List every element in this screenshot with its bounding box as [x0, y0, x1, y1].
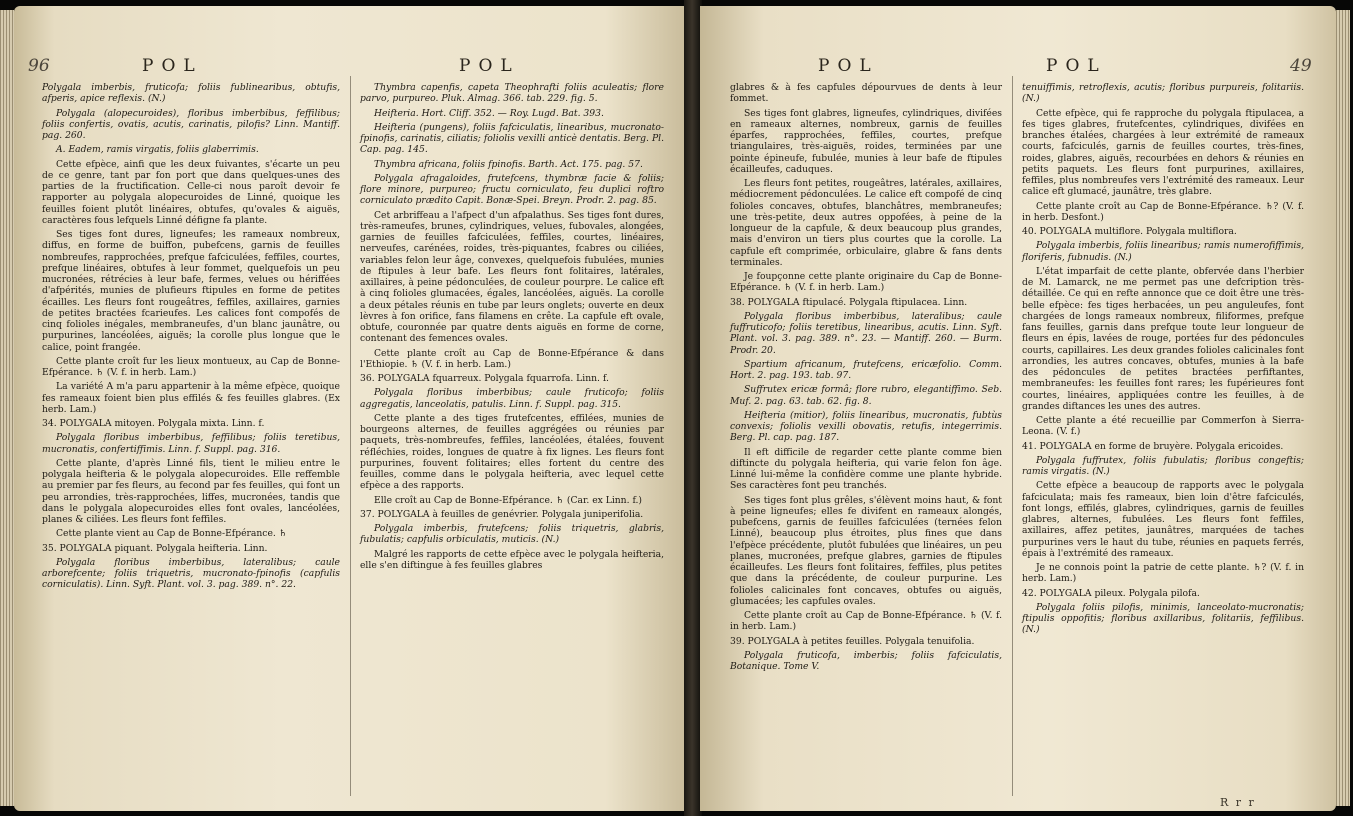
- paragraph: Je ne connois point la patrie de cette plante. ♄? (V. f. in herb. Lam.): [1022, 562, 1304, 585]
- right-running-head-1: POL: [818, 56, 879, 76]
- paragraph: Heifteria (pungens), foliis fafciculatis, linearibus, mucronato-fpinofis, carinatis, ciliatis; foliolis vexilli anticè dentatis. Berg. Pl. Cap. pag. 145.: [360, 121, 664, 156]
- paragraph: Polygala floribus imberbibus; caule fruticofo; foliis aggregatis, lanceolatis, patulis. Linn. f. Suppl. pag. 315.: [360, 387, 664, 410]
- paragraph: Malgré les rapports de cette efpèce avec le polygala heifteria, elle s'en diftingue à fes feuilles glabres: [360, 548, 664, 571]
- right-column-1: [730, 82, 1002, 675]
- paragraph: Cette plante croît au Cap de Bonne-Efpérance & dans l'Ethiopie. ♄ (V. f. in herb. Lam.): [360, 347, 664, 370]
- paragraph: Polygala imberbis, foliis linearibus; ramis numerofiffimis, floriferis, fubnudis. (N.): [1022, 240, 1304, 263]
- signature-mark: R r r: [1220, 796, 1256, 809]
- paragraph: Polygala fruticofa, imberbis; foliis fafciculatis, Botanique. Tome V.: [730, 649, 1002, 672]
- paragraph: L'état imparfait de cette plante, obfervée dans l'herbier de M. Lamarck, ne me permet pas une defcription très-détaillée. Ce qui en refte annonce que ce doit être une très-belle efpèce: fes tiges herbacées, un peu anguleufes, font chargées de longs rameaux nombreux, filiformes, prefque fans feuilles, garnis dans prefque toute leur longueur de fleurs en épis, lavées de rouge, portées fur des pédoncules courts, capillaires. Les deux grandes folioles calicinales font arrondies, les autres concaves, obtufes, munies à la bafe des pédoncules de petites bractées perfiftantes, membraneufes: les feuilles font rares; les fupérieures font courtes, linéaires, appliquées contre les feuilles, à de grandes diftances les unes des autres.: [1022, 265, 1304, 412]
- paragraph: Polygala floribus imberbibus, lateralibus; caule arborefcente; foliis triquetris, mucronato-fpinofis (capfulis corniculatis). Linn. Syft. Plant. vol. 3. pag. 389. n°. 22.: [42, 556, 340, 591]
- paragraph: Heifteria. Hort. Cliff. 352. — Roy. Lugd. Bat. 393.: [374, 107, 604, 119]
- paragraph: Thymbra capenfis, capeta Theophrafti foliis aculeatis; flore parvo, purpureo. Pluk. Almag. 366. tab. 229. fig. 5.: [360, 82, 664, 105]
- right-page-edges: [1336, 10, 1350, 806]
- paragraph: Je foupçonne cette plante originaire du Cap de Bonne-Efpérance. ♄ (V. f. in herb. Lam.): [730, 271, 1002, 294]
- paragraph: tenuiffimis, retroflexis, acutis; floribus purpureis, folitariis. (N.): [1022, 82, 1304, 105]
- paragraph: Ses tiges font dures, ligneufes; les rameaux nombreux, diffus, en forme de buiffon, pubefcens, garnis de feuilles nombreufes, rapprochées, prefque fafciculées, feffiles, courtes, prefque linéaires, obtufes à leur fommet, quelquefois un peu mucronées, rétrécies à leur bafe, fermes, velues ou hériffées d'afpérités, munies de plufieurs ftipules en forme de petites écailles. Les fleurs font rougeâtres, feffiles, axillaires, garnies de petites bractées fcarieufes. Les calices font compofés de cinq folioles inégales, membraneufes, d'un blanc jaunâtre, ou purpurines, lancéolées, aiguës; la corolle plus longue que le calice, point frangée.: [42, 229, 340, 353]
- paragraph: Cette efpèce, qui fe rapproche du polygala ftipulacea, a fes tiges glabres, frutefcentes, cylindriques, divifées en branches étalées, chargées à leur extrémité de rameaux courts, fafciculés, garnis de feuilles courtes, très-fines, roides, glabres, aiguës, recourbées en dehors & réunies en petits paquets. Les fleurs font purpurines, axillaires, feffiles, plus nombreufes vers l'extrémité des rameaux. Leur calice eft glumacé, jaunâtre, très glabre.: [1022, 107, 1304, 198]
- left-column-1: [42, 82, 340, 594]
- paragraph: Thymbra africana, foliis fpinofis. Barth. Act. 175. pag. 57.: [374, 158, 643, 170]
- paragraph: Suffrutex ericæ formâ; flore rubro, elegantiffimo. Seb. Muf. 2. pag. 63. tab. 62. fig. 8.: [730, 384, 1002, 407]
- paragraph: Polygala afragaloides, frutefcens, thymbræ facie & foliis; flore minore, purpureo; fructu corniculato, feu duplici roftro corniculato prædito Capit. Bonæ-Spei. Breyn. Prodr. 2. pag. 85.: [360, 172, 664, 207]
- left-page: [14, 6, 686, 811]
- paragraph: Polygala foliis pilofis, minimis, lanceolato-mucronatis; ftipulis oppofitis; floribus axillaribus, folitariis, feffilibus. (N.): [1022, 601, 1304, 636]
- paragraph: Cette plante a été recueillie par Commerfon à Sierra-Leona. (V. f.): [1022, 415, 1304, 438]
- species-heading: 35. POLYGALA piquant. Polygala heifteria. Linn.: [42, 542, 268, 554]
- paragraph: Cette plante, d'après Linné fils, tient le milieu entre le polygala heifteria & le polygala alopecuroides. Elle reffemble au premier par fes fleurs, au fecond par fes feuilles, qui font un peu arrondies, très-rapprochées, liffes, mucronées, tandis que dans le polygala alopecuroides elles font ovales, lancéolées, planes & ciliées. Les fleurs font feffiles.: [42, 457, 340, 525]
- paragraph: A. Eadem, ramis virgatis, foliis glaberrimis.: [56, 144, 259, 156]
- species-heading: 34. POLYGALA mitoyen. Polygala mixta. Linn. f.: [42, 418, 265, 429]
- right-page: [700, 6, 1336, 811]
- paragraph: Polygala imberbis, fruticofa; foliis fublinearibus, obtufis, afperis, apice reflexis. (N.): [42, 82, 340, 105]
- paragraph: Cette efpèce, ainfi que les deux fuivantes, s'écarte un peu de ce genre, tant par fon port que dans quelques-unes des parties de la fructification. Celle-ci nous paroît devoir fe rapporter au polygala alopecuroides de Linné, quoique les feuilles foient plutôt linéaires, obtufes, qu'ovales & aiguës, caractères fous lefquels Linné défigne fa plante.: [42, 158, 340, 226]
- paragraph: Il eft difficile de regarder cette plante comme bien diftincte du polygala heifteria, qui varie felon fon âge. Linné lui-même la confidère comme une plante hybride. Ses caractères font peu tranchés.: [730, 446, 1002, 492]
- species-heading: 39. POLYGALA à petites feuilles. Polygala tenuifolia.: [730, 635, 975, 647]
- species-heading: 36. POLYGALA fquarreux. Polygala fquarrofa. Linn. f.: [360, 373, 609, 384]
- paragraph: Heifteria (mitior), foliis linearibus, mucronatis, fubtùs convexis; foliolis vexilli obovatis, retufis, integerrimis. Berg. Pl. cap. pag. 187.: [730, 409, 1002, 444]
- left-page-number: 96: [28, 56, 50, 76]
- right-column-2: [1022, 82, 1304, 639]
- right-page-number: 49: [1290, 56, 1312, 76]
- species-heading: 42. POLYGALA pileux. Polygala pilofa.: [1022, 587, 1200, 599]
- paragraph: Cette plante croît fur les lieux montueux, au Cap de Bonne-Efpérance. ♄ (V. f. in herb. Lam.): [42, 355, 340, 378]
- species-heading: 41. POLYGALA en forme de bruyère. Polygala ericoides.: [1022, 440, 1284, 452]
- paragraph: Elle croît au Cap de Bonne-Efpérance. ♄ (Car. ex Linn. f.): [374, 494, 643, 506]
- paragraph: Cet arbriffeau a l'afpect d'un afpalathus. Ses tiges font dures, très-rameufes, brunes, cylindriques, velues, fubovales, alongées, garnies de feuilles fafciculées, feffiles, courtes, linéaires, nerveufes, carénées, roides, très-piquantes, fcabres ou ciliées, variables felon leur âge, convexes, quelquefois fubulées, munies de ftipules à leur bafe. Les fleurs font folitaires, latérales, axillaires, à peine pédonculées, de couleur pourpre. Le calice eft à cinq folioles glumacées, égales, lancéolées, aiguës. La corolle a deux pétales réunis en tube par leurs onglets; ouverte en deux lèvres à fon orifice, fans filamens en crête. La capfule eft ovale, obtufe, couronnée par quatre dents aiguës en forme de corne, contenant des femences ovales.: [360, 209, 664, 345]
- left-column-2: [360, 82, 664, 574]
- paragraph: Cette plante a des tiges frutefcentes, effilées, munies de bourgeons alternes, de feuilles aggrégées ou réunies par paquets, très-nombreufes, feffiles, lancéolées, étalées, fouvent réfléchies, roides, longues de quatre à fix lignes. Les fleurs font purpurines, fouvent folitaires; elles fortent du centre des feuilles, comme dans le polygala heifteria, avec lequel cette efpèce a des rapports.: [360, 412, 664, 492]
- paragraph: Polygala floribus imberbibus, feffilibus; foliis teretibus, mucronatis, confertiffimis. Linn. f. Suppl. pag. 316.: [42, 432, 340, 455]
- left-page-edges: [0, 10, 14, 806]
- species-heading: 38. POLYGALA ftipulacé. Polygala ftipulacea. Linn.: [730, 296, 968, 308]
- paragraph: Polygala imberbis, frutefcens; foliis triquetris, glabris, fubulatis; capfulis orbiculatis, muticis. (N.): [360, 523, 664, 546]
- paragraph: Polygala floribus imberbibus, lateralibus; caule fuffruticofo; foliis teretibus, linearibus, acutis. Linn. Syft. Plant. vol. 3. pag. 389. n°. 23. — Mantiff. 260. — Burm. Prodr. 20.: [730, 310, 1002, 356]
- paragraph: Polygala (alopecuroides), floribus imberbibus, feffilibus; foliis confertis, ovatis, acutis, carinatis, pilofis? Linn. Mantiff. pag. 260.: [42, 107, 340, 141]
- left-running-head-1: POL: [142, 56, 203, 76]
- paragraph: Spartium africanum, frutefcens, ericæfolio. Comm. Hort. 2. pag. 193. tab. 97.: [730, 358, 1002, 381]
- paragraph: Ses tiges font glabres, ligneufes, cylindriques, divifées en rameaux alternes, nombreux, garnis de feuilles éparfes, rapprochées, feffiles, courtes, prefque triangulaires, très-aiguës, roides, terminées par une pointe épineufe, fubulée, munies à leur bafe de ftipules écailleufes, caduques.: [730, 107, 1002, 175]
- left-column-rule: [350, 76, 351, 796]
- species-heading: 40. POLYGALA multiflore. Polygala multiflora.: [1022, 226, 1237, 237]
- paragraph: Polygala fuffrutex, foliis fubulatis; floribus congeftis; ramis virgatis. (N.): [1022, 454, 1304, 477]
- paragraph: Cette plante vient au Cap de Bonne-Efpérance. ♄: [56, 528, 287, 540]
- right-column-rule: [1012, 76, 1013, 796]
- paragraph: Ses tiges font plus grêles, s'élèvent moins haut, & font à peine ligneufes; elles fe divifent en rameaux alongés, pubefcens, garnis de feuilles fafciculées (ternées felon Linné), beaucoup plus étroites, plus fines que dans l'efpèce précédente, plutôt fubulées que linéaires, un peu planes, mucronées, prefque glabres, garnies de ftipules écailleufes. Les fleurs font folitaires, feffiles, plus petites que dans la précédente, de couleur purpurine. Les folioles calicinales font concaves, obtufes ou aiguës, glumacées; les capfules ovales.: [730, 494, 1002, 607]
- paragraph: Cette efpèce a beaucoup de rapports avec le polygala fafciculata; mais fes rameaux, bien loin d'être fafciculés, font longs, effilés, glabres, cylindriques, garnis de feuilles glabres, alternes, fubulées. Les fleurs font feffiles, axillaires, affez petites, jaunâtres, marquées de taches purpurines vers le haut du tube, réunies en paquets ferrés, épais à l'extrémité des rameaux.: [1022, 480, 1304, 559]
- left-running-head-2: POL: [459, 56, 520, 76]
- paragraph: Les fleurs font petites, rougeâtres, latérales, axillaires, médiocrement pédonculées. Le calice eft compofé de cinq folioles concaves, obtufes, blanchâtres, membraneufes; une très-petite, deux autres oppofées, à peine de la longueur de la capfule, & deux beaucoup plus grandes, mais d'environ un tiers plus courtes que la corolle. La capfule eft comprimée, orbiculaire, glabre & fans dents terminales.: [730, 178, 1002, 268]
- right-running-head-2: POL: [1046, 56, 1107, 76]
- species-heading: 37. POLYGALA à feuilles de genévrier. Polygala juniperifolia.: [360, 508, 644, 520]
- paragraph: La variété A m'a paru appartenir à la même efpèce, quoique fes rameaux foient bien plus effilés & fes feuilles glabres. (Ex herb. Lam.): [42, 381, 340, 415]
- paragraph: Cette plante croît au Cap de Bonne-Efpérance. ♄? (V. f. in herb. Desfont.): [1022, 200, 1304, 223]
- paragraph: Cette plante croît au Cap de Bonne-Efpérance. ♄ (V. f. in herb. Lam.): [730, 610, 1002, 633]
- paragraph: glabres & à fes capfules dépourvues de dents à leur fommet.: [730, 82, 1002, 105]
